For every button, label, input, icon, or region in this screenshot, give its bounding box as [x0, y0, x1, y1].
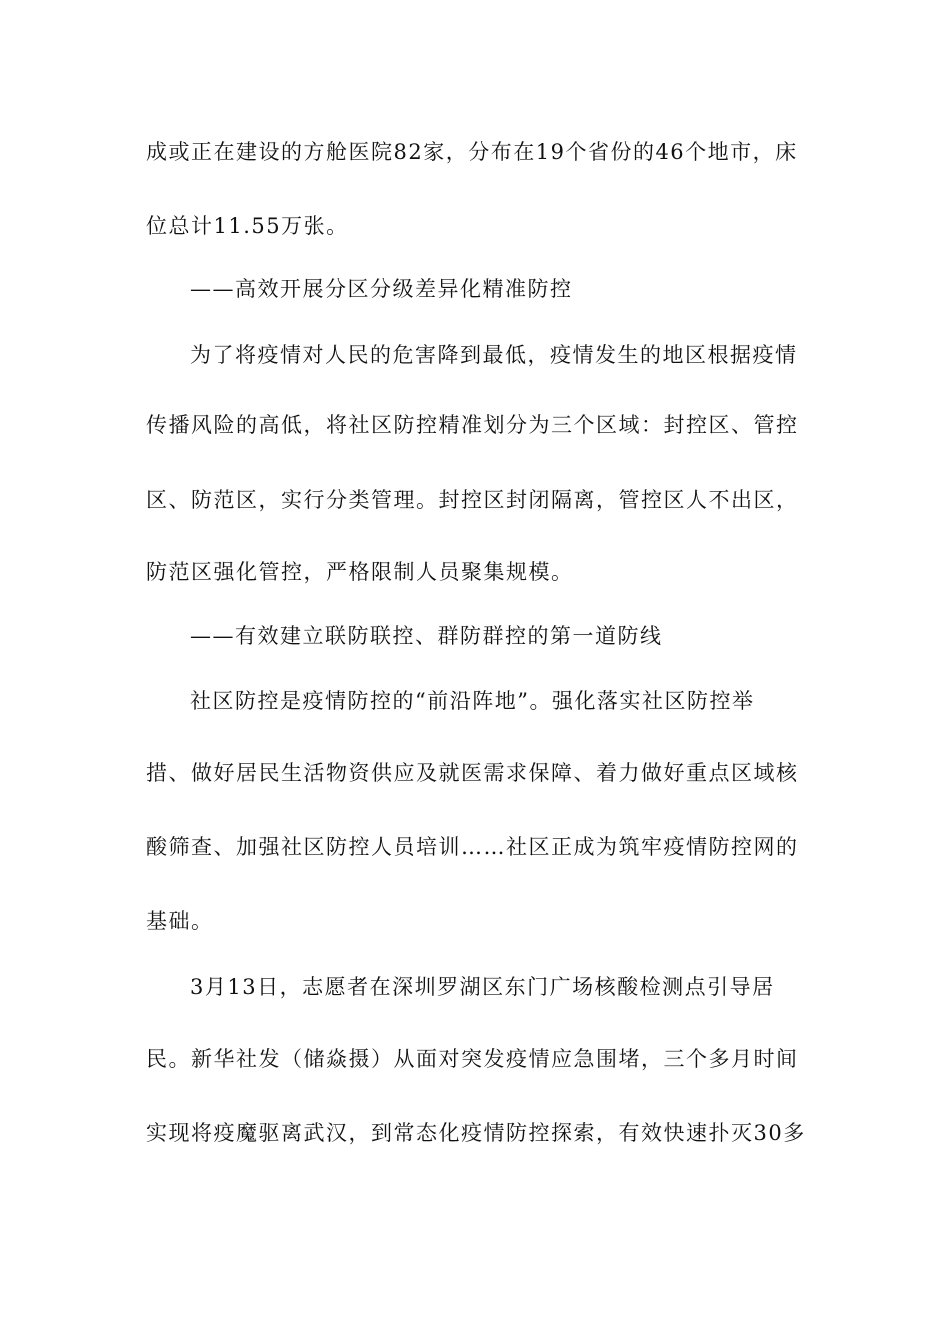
- text-line: 3月13日，志愿者在深圳罗湖区东门广场核酸检测点引导居: [190, 975, 775, 999]
- text-line: 为了将疫情对人民的危害降到最低，疫情发生的地区根据疫情: [190, 343, 798, 367]
- text-line: 成或正在建设的方舱医院82家，分布在19个省份的46个地市，床: [146, 140, 798, 164]
- text-line: 民。新华社发（储焱摄）从面对突发疫情应急围堵，三个多月时间: [146, 1047, 799, 1071]
- text-line: 措、做好居民生活物资供应及就医需求保障、着力做好重点区域核: [146, 761, 799, 785]
- text-line: 酸筛查、加强社区防控人员培训……社区正成为筑牢疫情防控网的: [146, 835, 799, 859]
- section-heading: ——高效开展分区分级差异化精准防控: [190, 277, 573, 301]
- text-line: 传播风险的高低，将社区防控精准划分为三个区域：封控区、管控: [146, 413, 799, 437]
- text-line: 防范区强化管控，严格限制人员聚集规模。: [146, 560, 574, 584]
- text-line: 实现将疫魔驱离武汉，到常态化疫情防控探索，有效快速扑灭30多: [146, 1121, 806, 1145]
- text-line: 区、防范区，实行分类管理。封控区封闭隔离，管控区人不出区，: [146, 488, 799, 512]
- section-heading: ——有效建立联防联控、群防群控的第一道防线: [190, 624, 663, 648]
- text-line: 位总计11.55万张。: [146, 214, 349, 238]
- text-line: 社区防控是疫情防控的“前沿阵地”。强化落实社区防控举: [190, 689, 755, 713]
- text-line: 基础。: [146, 909, 214, 933]
